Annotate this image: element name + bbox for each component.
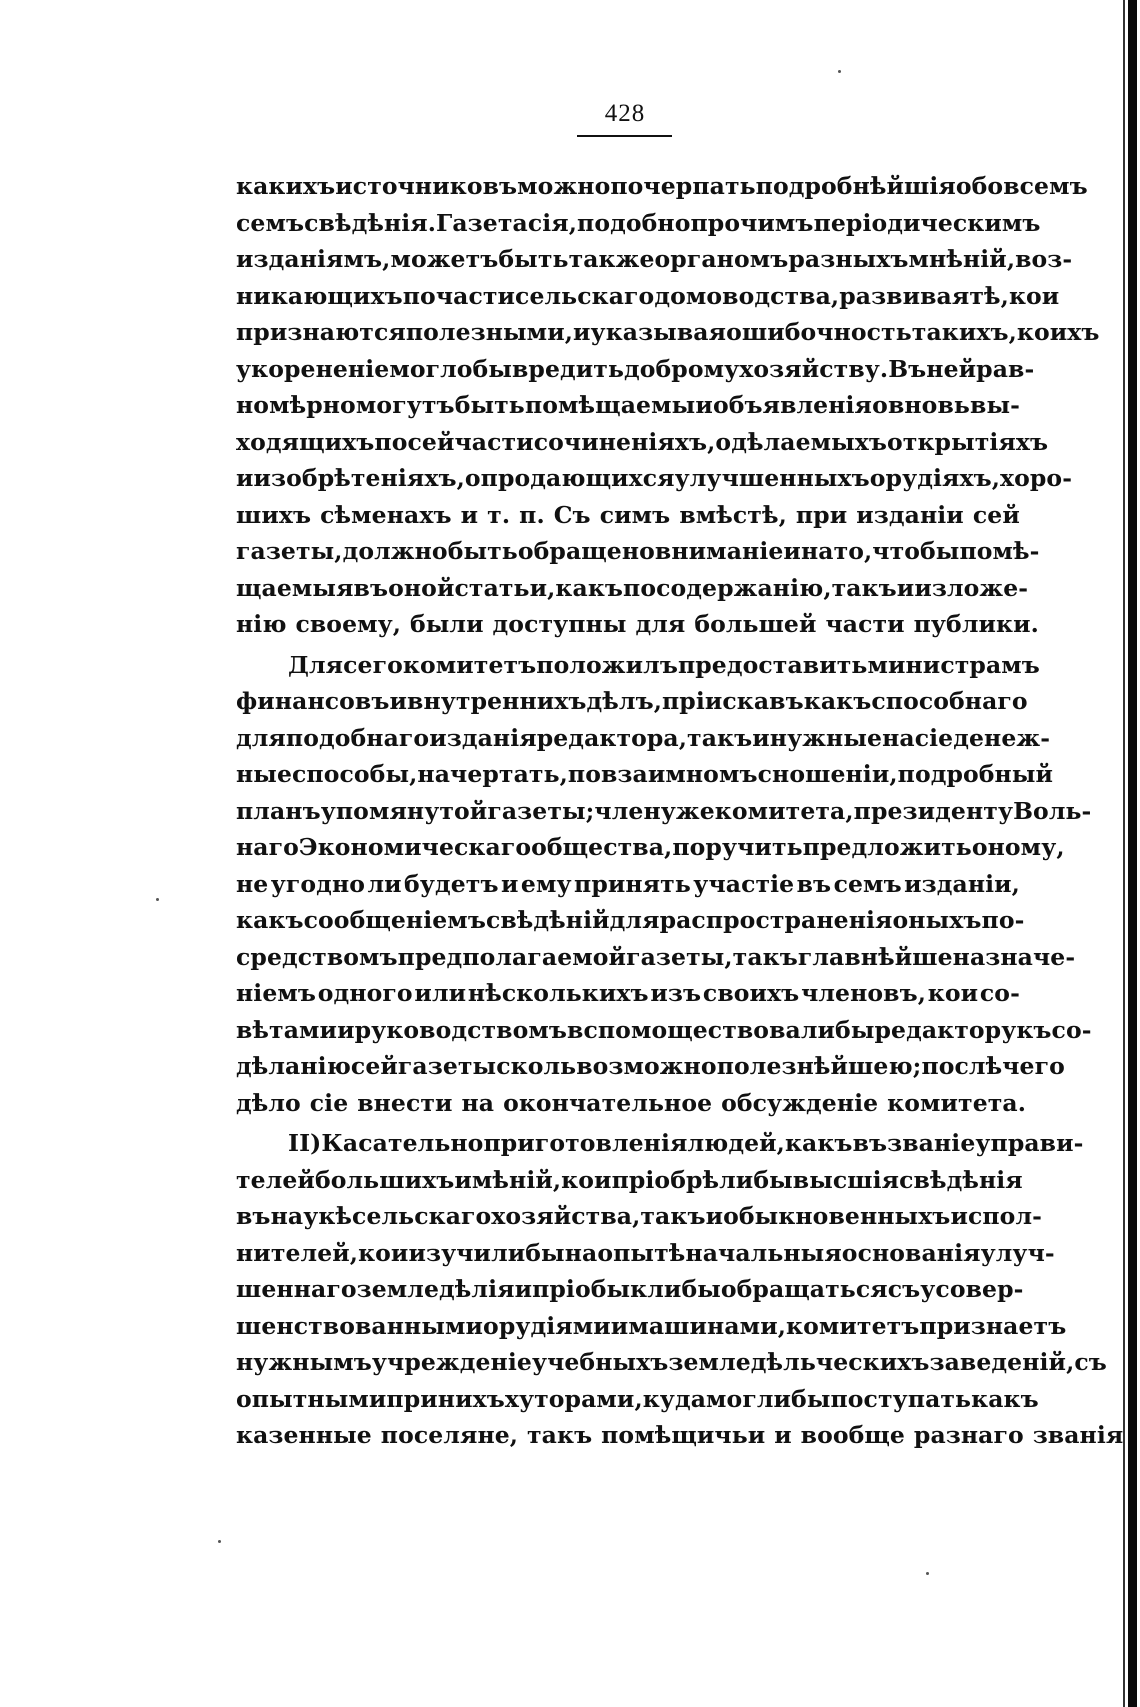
scan-speck xyxy=(156,898,159,901)
text-line: дѣло сіе внести на окончательное обсужденіе комитета. xyxy=(236,1088,1027,1117)
text-line: укорененіе могло бы вредить доброму хозяйству. Въ ней рав- xyxy=(236,354,1035,383)
body-text xyxy=(236,168,1124,1454)
text-line: шихъ сѣменахъ и т. п. Съ симъ вмѣстѣ, при изданіи сей xyxy=(236,500,1020,529)
text-line: щаемыя въ оной статьи, какъ по содержанію, такъ и изложе- xyxy=(236,573,1029,602)
text-line: въ наукѣ сельскаго хозяйства, такъ и обыкновенныхъ испол- xyxy=(236,1202,1042,1230)
text-line: и изобрѣтеніяхъ, о продающихся улучшенныхъ орудіяхъ, хоро- xyxy=(236,464,1073,492)
text-line: средствомъ предполагаемой газеты, такъ главнѣйше назначе- xyxy=(236,942,1076,971)
text-line: не угодно ли будетъ и ему принять участіе въ семъ изданіи, xyxy=(236,869,1020,898)
paragraph xyxy=(236,647,1092,1122)
scan-speck xyxy=(926,1572,929,1575)
text-line: ходящихъ по сей части сочиненіяхъ, о дѣлаемыхъ открытіяхъ xyxy=(236,427,1049,456)
scan-speck xyxy=(838,70,841,73)
text-line: газеты, должно быть обращено вниманіе и на то, чтобы помѣ- xyxy=(236,537,1040,565)
text-line: шенствованными орудіями и машинами, комитетъ признаетъ xyxy=(236,1311,1067,1340)
text-line: вѣтами и руководствомъ вспомоществовали бы редактору къ со- xyxy=(236,1015,1092,1044)
text-line: финансовъ и внутреннихъ дѣлъ, пріискавъ какъ способнаго xyxy=(236,687,1028,715)
text-line: семъ свѣдѣнія. Газета сія, подобно прочимъ періодическимъ xyxy=(236,208,1041,237)
page-number: 428 xyxy=(604,100,646,127)
text-line: никающихъ по части сельскаго домоводства, развивая тѣ, кои xyxy=(236,281,1060,310)
text-line: изданіямъ, можетъ быть также органомъ разныхъ мнѣній, воз- xyxy=(236,245,1073,273)
page-edge-shadow xyxy=(1128,0,1137,1707)
text-line: нію своему, были доступны для большей части публики. xyxy=(236,610,1039,638)
text-line: ніемъ одного или нѣсколькихъ изъ своихъ членовъ, кои со- xyxy=(236,979,1020,1007)
page-number-underline xyxy=(577,135,672,137)
text-line: планъ упомянутой газеты; члену же комитета, президенту Воль- xyxy=(236,796,1092,825)
text-line: какихъ источниковъ можно почерпать подробнѣйшія обо всемъ xyxy=(236,172,1088,200)
text-line: телей большихъ имѣній, кои пріобрѣли бы высшія свѣдѣнія xyxy=(236,1165,1023,1194)
text-line: дѣланію сей газеты сколь возможно полезнѣйшею; послѣ чего xyxy=(236,1052,1065,1080)
text-line: нужнымъ учрежденіе учебныхъ земледѣльческихъ заведеній, съ xyxy=(236,1348,1107,1376)
text-line: II) Касательно приготовленія людей, какъ въ званіе управи- xyxy=(288,1129,1084,1157)
text-line: признаются полезными, и указывая ошибочность такихъ, коихъ xyxy=(236,318,1100,346)
text-line: казенные поселяне, такъ помѣщичьи и вообще разнаго званія xyxy=(236,1421,1124,1449)
text-line: шеннаго земледѣлія и пріобыкли бы обращаться съ усовер- xyxy=(236,1275,1024,1303)
text-line: номѣрно могутъ быть помѣщаемы и объявленія о вновь вы- xyxy=(236,391,1020,419)
text-line: Для сего комитетъ положилъ предоставить министрамъ xyxy=(288,650,1040,679)
text-line: опытными при нихъ хуторами, куда могли бы поступать какъ xyxy=(236,1384,1039,1413)
paragraph xyxy=(236,1125,1124,1454)
text-line: какъ сообщеніемъ свѣдѣній для распространенія оныхъ по- xyxy=(236,906,1025,934)
text-line: для подобнаго изданія редактора, такъ и нужные на сіе денеж- xyxy=(236,723,1051,752)
paragraph xyxy=(236,168,1100,643)
text-line: наго Экономическаго общества, поручить предложить оному, xyxy=(236,833,1065,861)
scan-speck xyxy=(218,1540,221,1543)
text-line: нителей, кои изучили бы на опытѣ начальныя основанія улуч- xyxy=(236,1238,1055,1267)
text-line: ные способы, начертать, по взаимномъ сношеніи, подробный xyxy=(236,760,1054,788)
